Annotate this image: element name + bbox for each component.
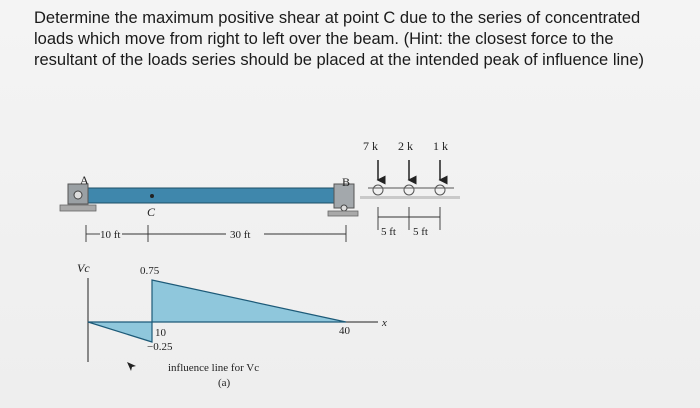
wheel-2: [404, 185, 414, 195]
il-y-label: Vc: [77, 261, 90, 275]
span-dimensions: [86, 225, 346, 242]
il-subcaption: (a): [218, 377, 231, 389]
il-positive-region: [152, 280, 346, 322]
il-break-x-label: 10: [155, 327, 166, 339]
wheel-1: [373, 185, 383, 195]
mouse-cursor-icon: [127, 362, 136, 371]
il-end-x-label: 40: [339, 325, 350, 337]
influence-line-diagram: [77, 261, 387, 389]
question-line-3: resultant of the loads series should be placed at the intended peak of influence line): [34, 51, 644, 69]
question-line-1: Determine the maximum positive shear at point C due to the series of concentrated: [34, 9, 641, 27]
wheel-3: [435, 185, 445, 195]
load-label-1: 7 k: [363, 139, 378, 153]
load-label-3: 1 k: [433, 139, 448, 153]
spacing-label-1: 5 ft: [381, 226, 396, 238]
il-x-axis-label: x: [382, 317, 387, 329]
load-train: [360, 139, 460, 238]
spacing-label-2: 5 ft: [413, 226, 428, 238]
question-line-2: loads which move from right to left over the beam. (Hint: the closest force to the: [34, 30, 614, 48]
dim-ac-label: 10 ft: [100, 229, 121, 241]
label-c: C: [147, 205, 156, 219]
point-c-marker: [150, 194, 154, 198]
load-label-2: 2 k: [398, 139, 413, 153]
label-b: B: [342, 175, 351, 189]
beam-group: [60, 173, 358, 219]
dim-cb-label: 30 ft: [230, 229, 251, 241]
il-negative-region: [88, 322, 152, 342]
beam: [78, 188, 348, 203]
label-a: A: [80, 173, 89, 187]
il-caption: influence line for Vc: [168, 362, 260, 374]
il-low-label: −0.25: [147, 341, 173, 353]
il-peak-label: 0.75: [140, 265, 160, 277]
